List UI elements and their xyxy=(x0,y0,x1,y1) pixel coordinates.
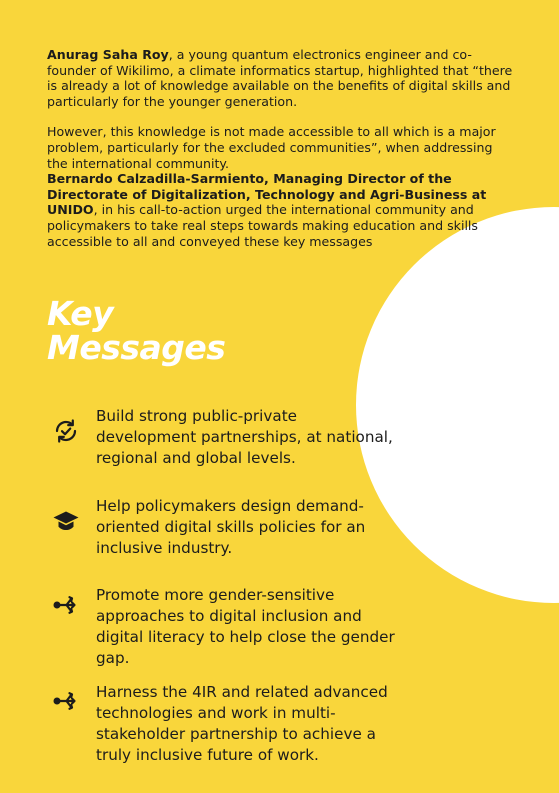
branch-arrows-icon xyxy=(52,591,80,619)
key-messages-heading xyxy=(47,294,226,367)
speaker-name-1: Anurag Saha Roy xyxy=(47,47,169,62)
key-message-1: Build strong public-private development partnerships, at national, regional and global levels. xyxy=(96,407,393,467)
graduation-cap-icon xyxy=(52,507,80,535)
intro-paragraph-1-text: , a young quantum electronics engineer and co-founder of Wikilimo, a climate informatics startup, highlighted that “there is already a lot of knowledge available on the benefits of digital skills and particularly for the younger generation. xyxy=(47,47,513,109)
branch-arrows-icon xyxy=(52,687,80,715)
intro-paragraph-2: However, this knowledge is not made accessible to all which is a major problem, particularly for the excluded communities”, when addressing the international community. xyxy=(47,124,496,171)
key-message-3: Promote more gender-sensitive approaches to digital inclusion and digital literacy to help close the gender gap. xyxy=(96,586,395,667)
speaker-name-2: Bernardo Calzadilla-Sarmiento, Managing Director of the Directorate of Digitalization, Technology and Agri-Business at UNIDO xyxy=(47,171,487,218)
refresh-check-icon xyxy=(52,417,80,445)
intro-paragraph-3-text: , in his call-to-action urged the international community and policymakers to take real steps towards making education and skills accessible to all and conveyed these key messages xyxy=(47,202,478,249)
heading-line-1: Key xyxy=(47,294,114,333)
heading-line-2: Messages xyxy=(47,328,226,367)
key-message-2: Help policymakers design demand-oriented digital skills policies for an inclusive industry. xyxy=(96,497,366,557)
intro-text xyxy=(47,47,517,249)
intro-paragraph-3 xyxy=(47,171,517,249)
intro-paragraph-1 xyxy=(47,47,517,109)
key-message-4: Harness the 4IR and related advanced technologies and work in multi-stakeholder partnership to achieve a truly inclusive future of work. xyxy=(96,683,388,764)
